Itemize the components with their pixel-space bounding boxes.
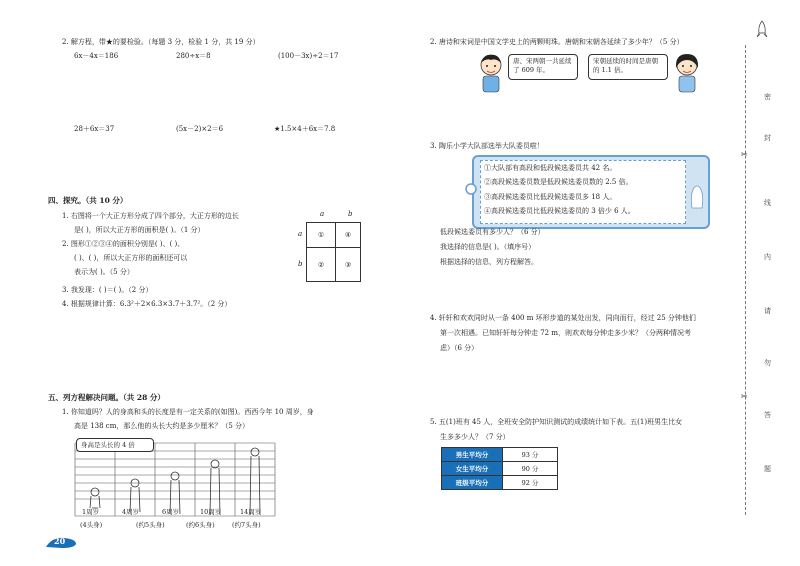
equation: 6x－4x＝186 bbox=[74, 52, 119, 60]
left-q2-title: 2. 解方程，带★的要检验。（每题 3 分，检验 1 分，共 19 分） bbox=[62, 38, 260, 46]
age-label: 10周岁 bbox=[200, 508, 222, 516]
hand-icon bbox=[688, 180, 706, 210]
head-ratio: (约5头身) bbox=[136, 521, 165, 529]
q3-ask3: 根据选择的信息，列方程解答。 bbox=[440, 258, 538, 266]
info-item: ②高段候选委员数是低段候选委员数的 2.5 倍。 bbox=[484, 178, 633, 186]
age-label: 1周岁 bbox=[82, 508, 100, 516]
table-row bbox=[442, 476, 558, 490]
age-label: 14周岁 bbox=[240, 508, 262, 516]
boy-bubble: 唐、宋两朝一共延续了 609 年。 bbox=[508, 54, 578, 80]
age-label: 4周岁 bbox=[122, 508, 140, 516]
binding-char: 请 bbox=[764, 307, 771, 315]
q3-ask1: 低段候选委员有多少人？（6 分） bbox=[440, 228, 545, 236]
q5-line2: 生多多少人？（7 分） bbox=[440, 433, 510, 441]
girl-icon bbox=[672, 52, 702, 94]
head-ratio: (约6头身) bbox=[186, 521, 215, 529]
s4-q2-line1: 2. 图形①②③④的面积分别是( )、( )、 bbox=[62, 240, 185, 248]
height-bubble: 身高是头长的 4 倍 bbox=[76, 438, 154, 452]
s4-q3: 3. 我发现：( )＝( )。（2 分） bbox=[62, 286, 153, 294]
s4-q2-line2: ( )、( )，所以大正方形的面积还可以 bbox=[74, 254, 188, 262]
q5-line1: 5. 五(1)班有 45 人，全班安全防护知识测试的成绩统计如下表。五(1)班男生比女 bbox=[430, 418, 683, 426]
section-four-title: 四、探究。（共 10 分） bbox=[48, 196, 128, 205]
head-ratio: (约7头身) bbox=[232, 521, 261, 529]
age-label: 6周岁 bbox=[162, 508, 180, 516]
q3-ask2: 我选择的信息是( )。（填序号） bbox=[440, 243, 536, 251]
table-row bbox=[442, 462, 558, 476]
table-row bbox=[442, 448, 558, 462]
page-number: 20 bbox=[54, 536, 66, 546]
score-table bbox=[441, 447, 558, 490]
q4-line2: 第一次相遇。已知轩轩每分钟走 72 m，则欢欢每分钟走多少米？（分两种情况考 bbox=[440, 329, 691, 337]
s4-q1-line1: 1. 右图将一个大正方形分成了四个部分，大正方形的边长 bbox=[62, 212, 239, 220]
binding-char: 封 bbox=[764, 134, 771, 142]
equation: (100－3x)÷2＝17 bbox=[278, 52, 339, 60]
row-value: 92 分 bbox=[503, 476, 558, 490]
girl-bubble: 宋朝延续的时间是唐朝的 1.1 倍。 bbox=[588, 54, 668, 80]
label-b-left: b bbox=[298, 260, 303, 268]
info-item: ③高段候选委员比低段候选委员多 18 人。 bbox=[484, 193, 617, 201]
s4-q4: 4. 根据规律计算：6.3²＋2×6.3×3.7＋3.7²。（2 分） bbox=[62, 300, 232, 308]
q4-line3: 虑）（6 分） bbox=[440, 344, 479, 352]
s4-q1-line2: 是( )，所以大正方形的面积是( )。（1 分） bbox=[74, 226, 205, 234]
label-a-left: a bbox=[298, 230, 303, 238]
grid-cell-1: ① bbox=[306, 222, 336, 248]
s5-q1-line2: 高是 138 cm，那么他的头长大约是多少厘米？（5 分） bbox=[74, 422, 250, 430]
binding-char: 答 bbox=[764, 411, 771, 419]
clip-ring-icon bbox=[464, 182, 478, 196]
head-ratio: (4头身) bbox=[80, 521, 103, 529]
boy-icon bbox=[476, 52, 506, 94]
binding-char: 内 bbox=[764, 253, 771, 261]
s5-q1-line1: 1. 你知道吗？人的身高和头的长度是有一定关系的(如图)。西西今年 10 周岁，身 bbox=[62, 408, 314, 416]
grid-cell-4: ④ bbox=[335, 222, 361, 248]
row-label: 男生平均分 bbox=[442, 448, 503, 462]
right-q3-title: 3. 陶乐小学大队部选举大队委员啦！ bbox=[430, 142, 544, 150]
binding-char: 密 bbox=[764, 93, 771, 101]
info-item: ①大队部有高段和低段候选委员共 42 名。 bbox=[484, 164, 617, 172]
equation: 280÷x＝8 bbox=[176, 52, 211, 60]
binding-char: 题 bbox=[764, 465, 771, 473]
equation: ★1.5×4＋6x＝7.8 bbox=[274, 125, 336, 133]
grid-cell-3: ③ bbox=[335, 247, 361, 282]
row-label: 班级平均分 bbox=[442, 476, 503, 490]
label-b: b bbox=[348, 210, 353, 218]
binding-char: 勿 bbox=[764, 359, 771, 367]
right-q2-title: 2. 唐诗和宋词是中国文学史上的两颗明珠。唐朝和宋朝各延续了多少年？（5 分） bbox=[430, 38, 684, 46]
row-value: 90 分 bbox=[503, 462, 558, 476]
rocket-icon bbox=[756, 20, 768, 38]
scissors-icon: ✂ bbox=[741, 392, 748, 401]
page-number-badge bbox=[44, 535, 78, 549]
label-a: a bbox=[320, 210, 325, 218]
equation: (5x－2)×2＝6 bbox=[176, 125, 224, 133]
row-label: 女生平均分 bbox=[442, 462, 503, 476]
grid-cell-2: ② bbox=[306, 247, 336, 282]
scissors-icon: ✂ bbox=[741, 150, 748, 159]
equation: 28＋6x＝37 bbox=[74, 125, 115, 133]
row-value: 93 分 bbox=[503, 448, 558, 462]
binding-line bbox=[745, 45, 747, 515]
q4-line1: 4. 轩轩和欢欢同时从一条 400 m 环形步道的某处出发，同向而行，经过 25 分钟他们 bbox=[430, 314, 696, 322]
binding-char: 线 bbox=[764, 199, 771, 207]
section-five-title: 五、列方程解决问题。（共 28 分） bbox=[48, 393, 165, 402]
s4-q2-line3: 表示为( )。（5 分） bbox=[74, 268, 134, 276]
info-item: ④高段候选委员比低段候选委员的 3 倍少 6 人。 bbox=[484, 207, 635, 215]
